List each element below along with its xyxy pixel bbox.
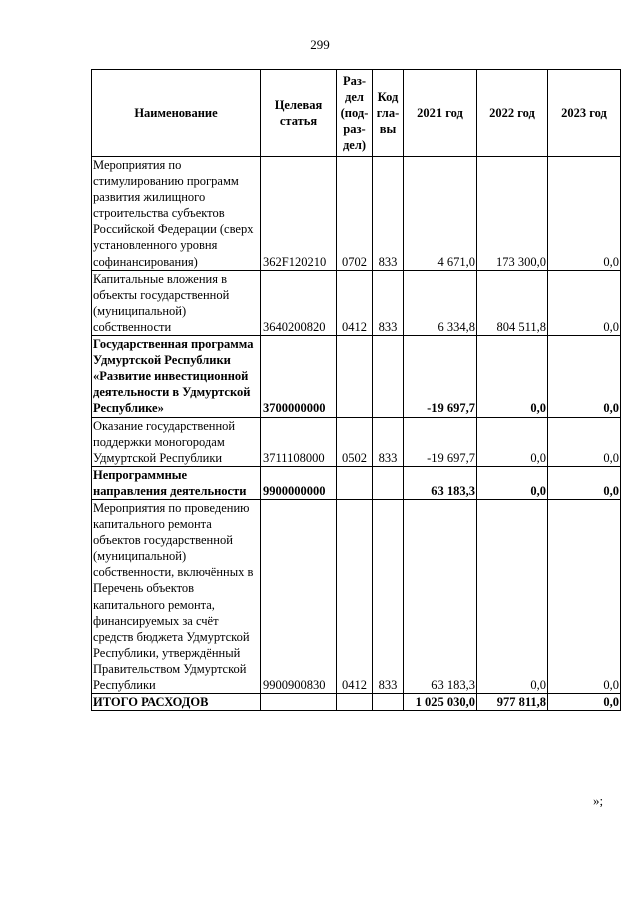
row-name: Мероприятия по стимулированию программ развития жилищного строительства субъектов Российской Федерации (сверх установленного уровня софинансирования) xyxy=(92,157,261,271)
row-name: Капитальные вложения в объекты государственной (муниципальной) собственности xyxy=(92,270,261,335)
row-name: Оказание государственной поддержки моногородам Удмуртской Республики xyxy=(92,417,261,466)
header-2021: 2021 год xyxy=(404,70,477,157)
row-2021: -19 697,7 xyxy=(404,417,477,466)
row-section: 0412 xyxy=(337,270,373,335)
row-2022: 0,0 xyxy=(477,417,548,466)
row-2023: 0,0 xyxy=(548,499,621,693)
header-2022: 2022 год xyxy=(477,70,548,157)
total-2021: 1 025 030,0 xyxy=(404,694,477,711)
row-chapter: 833 xyxy=(373,417,404,466)
header-name: Наименование xyxy=(92,70,261,157)
row-target: 3711108000 xyxy=(261,417,337,466)
row-2023: 0,0 xyxy=(548,336,621,417)
row-2021: -19 697,7 xyxy=(404,336,477,417)
row-2022: 0,0 xyxy=(477,466,548,499)
closing-quote-mark: »; xyxy=(593,793,604,808)
row-chapter xyxy=(373,466,404,499)
row-2023: 0,0 xyxy=(548,417,621,466)
row-chapter: 833 xyxy=(373,499,404,693)
row-2023: 0,0 xyxy=(548,270,621,335)
header-2023: 2023 год xyxy=(548,70,621,157)
total-2022: 977 811,8 xyxy=(477,694,548,711)
total-2023: 0,0 xyxy=(548,694,621,711)
table-row xyxy=(92,466,621,499)
table-row xyxy=(92,336,621,417)
row-name: Мероприятия по проведению капитального ремонта объектов государственной (муниципальной) собственности, включённых в Перечень объектов капитального ремонта, финансируемых за счёт средств бюджета Удмуртской Республики, утверждённый Правительством Удмуртской Республики xyxy=(92,499,261,693)
row-target: 9900900830 xyxy=(261,499,337,693)
row-section xyxy=(337,336,373,417)
total-chapter xyxy=(373,694,404,711)
table-row xyxy=(92,499,621,693)
table-row xyxy=(92,270,621,335)
table-header-row xyxy=(92,70,621,157)
table-row xyxy=(92,157,621,271)
row-section: 0412 xyxy=(337,499,373,693)
row-2023: 0,0 xyxy=(548,466,621,499)
row-2021: 63 183,3 xyxy=(404,466,477,499)
total-target xyxy=(261,694,337,711)
row-2022: 0,0 xyxy=(477,336,548,417)
row-target: 3640200820 xyxy=(261,270,337,335)
row-section: 0502 xyxy=(337,417,373,466)
row-name: Государственная программа Удмуртской Республики «Развитие инвестиционной деятельности в Удмуртской Республике» xyxy=(92,336,261,417)
total-label: ИТОГО РАСХОДОВ xyxy=(92,694,261,711)
total-section xyxy=(337,694,373,711)
page-number: 299 xyxy=(310,37,330,52)
table-row xyxy=(92,417,621,466)
row-2023: 0,0 xyxy=(548,157,621,271)
row-2021: 63 183,3 xyxy=(404,499,477,693)
row-section xyxy=(337,466,373,499)
header-section: Раз-дел (под-раз-дел) xyxy=(337,70,373,157)
header-chapter: Код гла-вы xyxy=(373,70,404,157)
row-2021: 6 334,8 xyxy=(404,270,477,335)
header-target: Целевая статья xyxy=(261,70,337,157)
total-row xyxy=(92,694,621,711)
row-chapter: 833 xyxy=(373,157,404,271)
row-2022: 173 300,0 xyxy=(477,157,548,271)
row-target: 9900000000 xyxy=(261,466,337,499)
row-target: 362F120210 xyxy=(261,157,337,271)
row-chapter xyxy=(373,336,404,417)
row-section: 0702 xyxy=(337,157,373,271)
row-2022: 0,0 xyxy=(477,499,548,693)
budget-table xyxy=(91,69,621,711)
row-target: 3700000000 xyxy=(261,336,337,417)
row-2021: 4 671,0 xyxy=(404,157,477,271)
row-name: Непрограммные направления деятельности xyxy=(92,466,261,499)
row-2022: 804 511,8 xyxy=(477,270,548,335)
row-chapter: 833 xyxy=(373,270,404,335)
